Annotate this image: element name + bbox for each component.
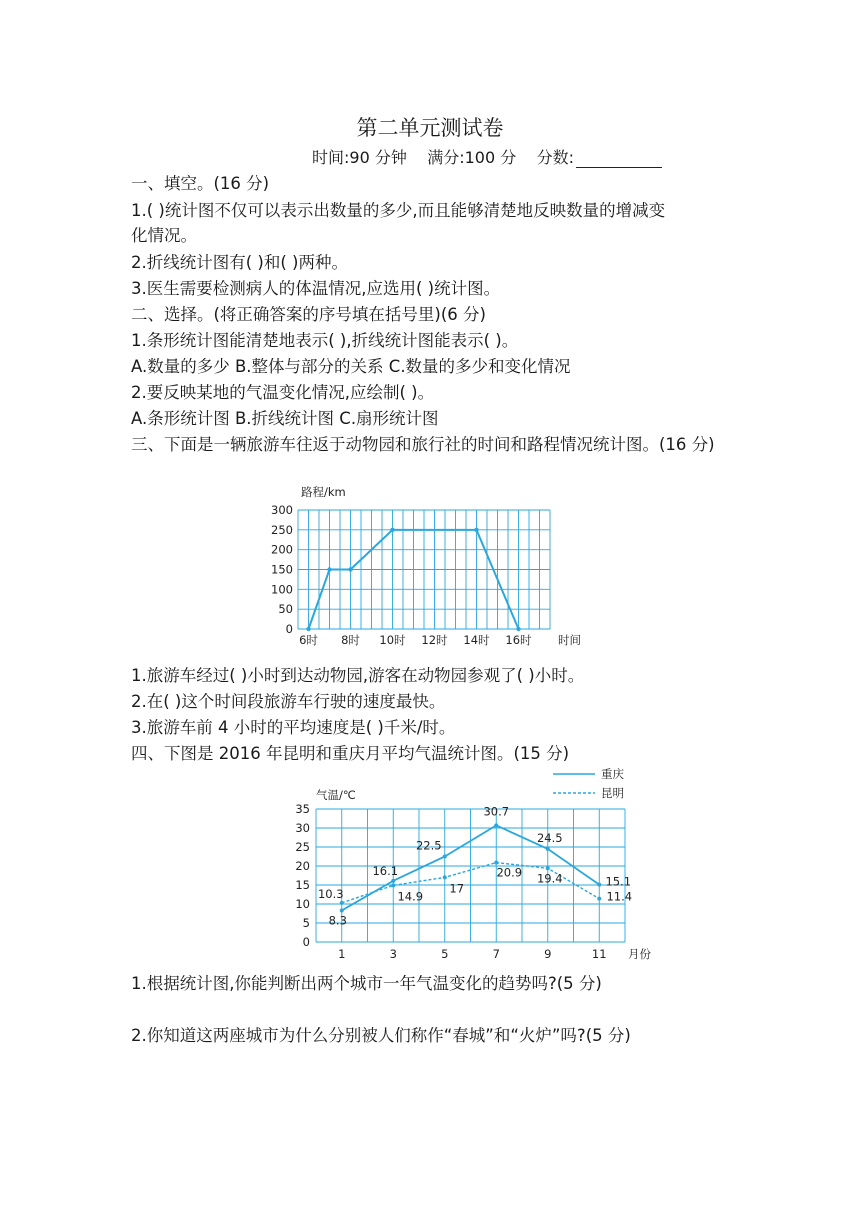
- s3-question-3: 3.旅游车前 4 小时的平均速度是( )千米/时。: [131, 718, 456, 737]
- chongqing-data-label: 16.1: [372, 863, 399, 878]
- y-tick-label: 15: [295, 878, 310, 892]
- s4-question-2: 2.你知道这两座城市为什么分别被人们称作“春城”和“火炉”吗?(5 分): [131, 1026, 631, 1045]
- s2-question-1: 1.条形统计图能清楚地表示( ),折线统计图能表示( )。: [131, 331, 519, 350]
- s2-question-2: 2.要反映某地的气温变化情况,应绘制( )。: [131, 383, 435, 402]
- y-tick-label: 300: [271, 503, 293, 517]
- kunming-data-label: 20.9: [496, 865, 523, 880]
- chongqing-data-point: [340, 908, 344, 912]
- chongqing-data-point: [443, 855, 447, 859]
- chongqing-data-label: 24.5: [536, 830, 563, 845]
- x-tick-label: 16时: [505, 633, 532, 647]
- y-tick-label: 25: [295, 840, 310, 854]
- chongqing-data-point: [597, 883, 601, 887]
- legend-kunming-label: 昆明: [601, 786, 624, 800]
- kunming-data-point: [494, 861, 498, 865]
- kunming-data-point: [597, 897, 601, 901]
- distance-data-point: [474, 528, 478, 532]
- time-limit: 时间:90 分钟: [312, 148, 407, 167]
- s1-question-1-line2: 化情况。: [131, 226, 197, 245]
- section-1-heading: 一、填空。(16 分): [131, 174, 270, 193]
- distance-data-point: [306, 627, 310, 631]
- distance-data-point: [516, 627, 520, 631]
- y-tick-label: 0: [302, 935, 310, 949]
- kunming-data-label: 19.4: [536, 871, 563, 886]
- chongqing-data-point: [391, 879, 395, 883]
- chongqing-data-label: 30.7: [483, 804, 510, 819]
- chongqing-data-label: 22.5: [415, 838, 442, 853]
- s2-question-1-options: A.数量的多少 B.整体与部分的关系 C.数量的多少和变化情况: [131, 357, 571, 376]
- legend-chongqing-label: 重庆: [601, 767, 624, 781]
- x-tick-label: 12时: [421, 633, 448, 647]
- distance-time-chart: [260, 480, 600, 656]
- y-tick-label: 150: [271, 562, 293, 577]
- s3-question-2: 2.在( )这个时间段旅游车行驶的速度最快。: [131, 692, 446, 711]
- s1-question-3: 3.医生需要检测病人的体温情况,应选用( )统计图。: [131, 279, 501, 298]
- section-3-heading: 三、下面是一辆旅游车往返于动物园和旅行社的时间和路程情况统计图。(16 分): [131, 435, 715, 454]
- kunming-data-point: [340, 901, 344, 905]
- y-tick-label: 5: [302, 916, 310, 930]
- y-tick-label: 35: [295, 802, 310, 816]
- kunming-data-label: 14.9: [397, 889, 424, 904]
- kunming-data-label: 10.3: [317, 886, 344, 901]
- kunming-data-label: 17: [449, 881, 465, 896]
- x-tick-label: 3: [389, 947, 397, 961]
- s1-question-2: 2.折线统计图有( )和( )两种。: [131, 253, 348, 272]
- chongqing-data-point: [546, 847, 550, 851]
- distance-data-point: [348, 567, 352, 571]
- chongqing-data-point: [494, 823, 498, 827]
- chongqing-data-label: 8.3: [328, 913, 347, 928]
- x-tick-label: 14时: [463, 633, 490, 647]
- kunming-data-point: [443, 875, 447, 879]
- x-tick-label: 11: [591, 947, 607, 961]
- section-4-heading: 四、下图是 2016 年昆明和重庆月平均气温统计图。(15 分): [131, 744, 570, 763]
- y-tick-label: 250: [271, 522, 293, 537]
- kunming-data-label: 11.4: [606, 889, 633, 904]
- x-tick-label: 6时: [299, 633, 318, 647]
- distance-data-point: [327, 567, 331, 571]
- distance-data-point: [390, 528, 394, 532]
- kunming-data-point: [391, 883, 395, 887]
- x-tick-label: 1: [338, 947, 346, 961]
- x-axis-label: 月份: [628, 947, 651, 961]
- x-tick-label: 7: [492, 947, 500, 961]
- s3-question-1: 1.旅游车经过( )小时到达动物园,游客在动物园参观了( )小时。: [131, 666, 585, 685]
- chongqing-data-label: 15.1: [605, 874, 632, 889]
- y-axis-label: 路程/km: [301, 485, 346, 499]
- y-tick-label: 0: [285, 622, 293, 636]
- y-axis-label: 气温/℃: [316, 788, 356, 802]
- distance-time-chart-svg: [260, 480, 600, 652]
- temperature-chart-svg: [280, 758, 680, 964]
- y-tick-label: 30: [295, 821, 310, 835]
- y-tick-label: 200: [271, 542, 293, 557]
- kunming-data-point: [546, 866, 550, 870]
- y-tick-label: 10: [295, 897, 310, 911]
- section-2-heading: 二、选择。(将正确答案的序号填在括号里)(6 分): [131, 305, 486, 324]
- x-tick-label: 10时: [379, 633, 406, 647]
- s4-question-1: 1.根据统计图,你能判断出两个城市一年气温变化的趋势吗?(5 分): [131, 974, 602, 993]
- score-label: 分数:: [536, 148, 574, 167]
- x-tick-label: 5: [441, 947, 449, 961]
- page-title: 第二单元测试卷: [356, 116, 504, 140]
- y-tick-label: 100: [271, 582, 293, 597]
- x-axis-label: 时间: [558, 633, 581, 647]
- s2-question-2-options: A.条形统计图 B.折线统计图 C.扇形统计图: [131, 409, 439, 428]
- x-tick-label: 9: [544, 947, 552, 961]
- full-score: 满分:100 分: [427, 148, 517, 167]
- score-blank[interactable]: [576, 151, 662, 168]
- s1-question-1-line1: 1.( )统计图不仅可以表示出数量的多少,而且能够清楚地反映数量的增减变: [131, 201, 666, 220]
- exam-meta: [312, 145, 662, 168]
- x-tick-label: 8时: [341, 633, 360, 647]
- temperature-chart: [280, 758, 680, 968]
- y-tick-label: 20: [295, 859, 310, 873]
- y-tick-label: 50: [278, 602, 293, 617]
